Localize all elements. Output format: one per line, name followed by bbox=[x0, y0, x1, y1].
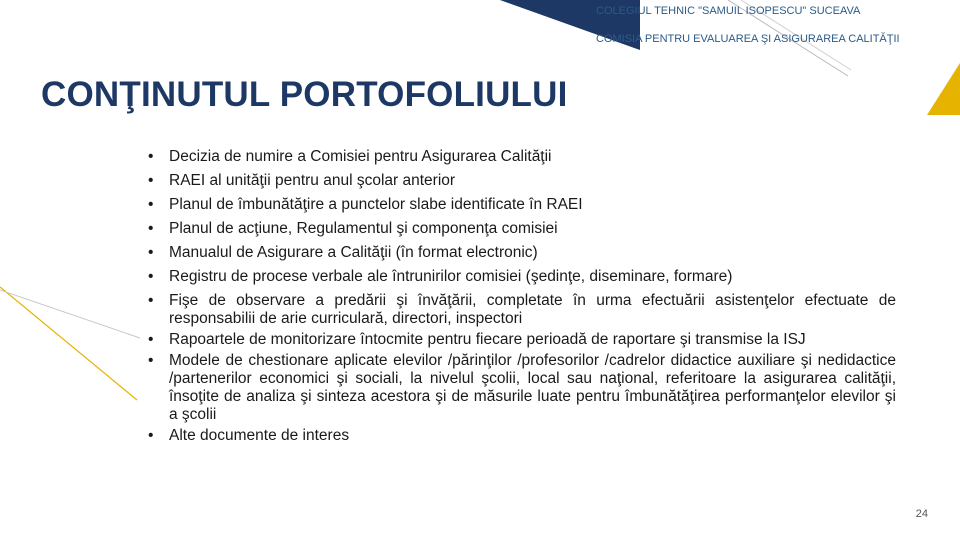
list-item-text: Fişe de observare a predării şi învăţării, completate în urma efectuării asistenţelor efectuate de responsabilii de arie curriculară, directori, inspectori bbox=[169, 292, 896, 327]
list-item-text: Planul de acţiune, Regulamentul şi componenţa comisiei bbox=[169, 220, 558, 237]
bullet: • bbox=[148, 172, 154, 189]
list-item-text: Manualul de Asigurare a Calităţii (în format electronic) bbox=[169, 244, 538, 261]
bullet: • bbox=[148, 292, 154, 309]
list-item bbox=[148, 244, 896, 262]
bullet: • bbox=[148, 427, 154, 444]
yellow-corner-shape bbox=[927, 63, 960, 115]
commission-header: COMISIA PENTRU EVALUAREA ŞI ASIGURAREA CALITĂŢII bbox=[596, 33, 900, 45]
list-item-text: Modele de chestionare aplicate elevilor /părinţilor /profesorilor /cadrelor didactice auxiliare şi nedidactice /partenerilor economici şi sociali, la nivelul şcolii, local sau naţional, referitoare la asigurarea calităţii, însoţite de analiza şi sinteza acestora şi de măsurile luate pentru îmbunătăţirea performanţelor elevilor şi a şcolii bbox=[169, 352, 896, 423]
list-item-text: Rapoartele de monitorizare întocmite pentru fiecare perioadă de raportare şi transmise la ISJ bbox=[169, 331, 806, 348]
list-item bbox=[148, 196, 896, 214]
list-item bbox=[148, 352, 896, 424]
page-title: CONŢINUTUL PORTOFOLIULUI bbox=[41, 75, 568, 114]
page-number: 24 bbox=[915, 508, 928, 520]
list-item bbox=[148, 172, 896, 190]
yellow-diagonal-line bbox=[0, 287, 137, 400]
bullet: • bbox=[148, 148, 154, 165]
list-item bbox=[148, 268, 896, 286]
list-item-text: Alte documente de interes bbox=[169, 427, 350, 444]
list-item bbox=[148, 220, 896, 238]
list-item bbox=[148, 292, 896, 328]
gray-left-line bbox=[0, 290, 140, 338]
bullet: • bbox=[148, 196, 154, 213]
bullet: • bbox=[148, 244, 154, 261]
bullet: • bbox=[148, 331, 154, 348]
list-item-text: Registru de procese verbale ale întrunirilor comisiei (şedinţe, diseminare, formare) bbox=[169, 268, 733, 285]
list-item bbox=[148, 331, 896, 349]
list-item bbox=[148, 148, 896, 166]
portfolio-list bbox=[148, 148, 896, 451]
bullet: • bbox=[148, 352, 154, 369]
list-item-text: RAEI al unităţii pentru anul şcolar anterior bbox=[169, 172, 456, 189]
school-name-header: COLEGIUL TEHNIC "SAMUIL ISOPESCU" SUCEAVA bbox=[596, 5, 861, 17]
bullet: • bbox=[148, 220, 154, 237]
list-item-text: Decizia de numire a Comisiei pentru Asigurarea Calităţii bbox=[169, 148, 552, 165]
bullet: • bbox=[148, 268, 154, 285]
list-item bbox=[148, 427, 896, 445]
list-item-text: Planul de îmbunătăţire a punctelor slabe identificate în RAEI bbox=[169, 196, 583, 213]
